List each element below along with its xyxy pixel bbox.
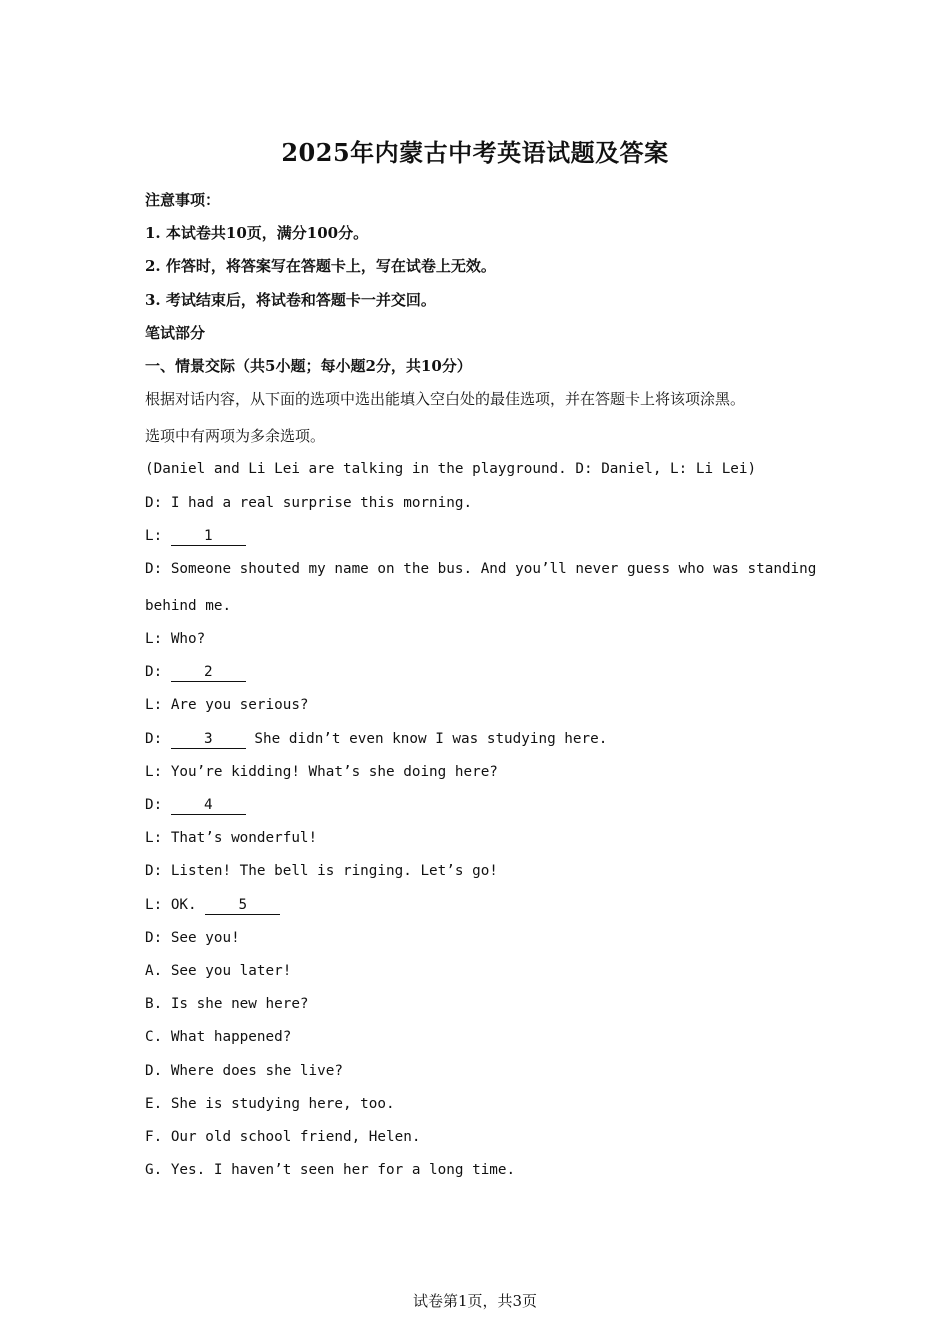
note-item: 1. 本试卷共10页，满分100分。 <box>145 224 369 243</box>
speaker-prefix: L: OK. <box>145 896 206 913</box>
dialogue-line: L: Are you serious? <box>145 697 309 714</box>
exam-content <box>145 188 815 1191</box>
section-heading: 笔试部分 <box>145 323 206 342</box>
dialogue-line: L: You’re kidding! What’s she doing here? <box>145 763 498 780</box>
dialogue-line: L: Who? <box>145 631 206 648</box>
option-item: E. She is studying here, too. <box>145 1095 395 1112</box>
dialogue-line: D: Someone shouted my name on the bus. And you’ll never guess who was standing <box>145 560 817 577</box>
dialogue-line <box>145 893 815 926</box>
answer-blank-5: 5 <box>205 896 280 915</box>
option-item: C. What happened? <box>145 1029 292 1046</box>
option-item: B. Is she new here? <box>145 996 309 1013</box>
dialogue-line: D: Listen! The bell is ringing. Let’s go! <box>145 863 498 880</box>
dialogue-line: L: That’s wonderful! <box>145 830 318 847</box>
speaker-prefix: D: <box>145 797 171 813</box>
option-item: A. See you later! <box>145 962 292 979</box>
dialogue-context: (Daniel and Li Lei are talking in the playground. D: Daniel, L: Li Lei) <box>145 461 757 478</box>
dialogue-line <box>145 660 815 693</box>
dialogue-line: behind me. <box>145 597 232 614</box>
answer-blank-3: 3 <box>171 730 246 749</box>
notes-heading: 注意事项： <box>145 191 221 209</box>
instruction-line: 根据对话内容，从下面的选项中选出能填入空白处的最佳选项，并在答题卡上将该项涂黑。 <box>145 390 746 409</box>
note-item: 3. 考试结束后，将试卷和答题卡一并交回。 <box>145 290 436 309</box>
speaker-prefix: L: <box>145 527 171 544</box>
note-item: 2. 作答时，将答案写在答题卡上，写在试卷上无效。 <box>145 257 496 276</box>
page-footer: 试卷第1页，共3页 <box>412 1292 538 1310</box>
dialogue-line <box>145 727 815 760</box>
dialogue-line: D: I had a real surprise this morning. <box>145 494 473 511</box>
dialogue-text: She didn’t even know I was studying here. <box>245 730 608 747</box>
dialogue-line <box>145 524 815 557</box>
answer-blank-1: 1 <box>171 527 246 546</box>
answer-blank-4: 4 <box>171 796 246 815</box>
part-heading: 一、情景交际（共5小题；每小题2分，共10分） <box>145 356 472 375</box>
speaker-prefix: D: <box>145 730 171 747</box>
speaker-prefix: D: <box>145 664 171 681</box>
instruction-line: 选项中有两项为多余选项。 <box>145 427 326 446</box>
option-item: D. Where does she live? <box>145 1062 343 1079</box>
page-title: 2025年内蒙古中考英语试题及答案 <box>281 138 669 167</box>
answer-blank-2: 2 <box>171 663 246 682</box>
option-item: G. Yes. I haven’t seen her for a long time. <box>145 1162 516 1179</box>
dialogue-line: D: See you! <box>145 929 240 946</box>
option-item: F. Our old school friend, Helen. <box>145 1128 421 1145</box>
dialogue-line <box>145 793 815 826</box>
